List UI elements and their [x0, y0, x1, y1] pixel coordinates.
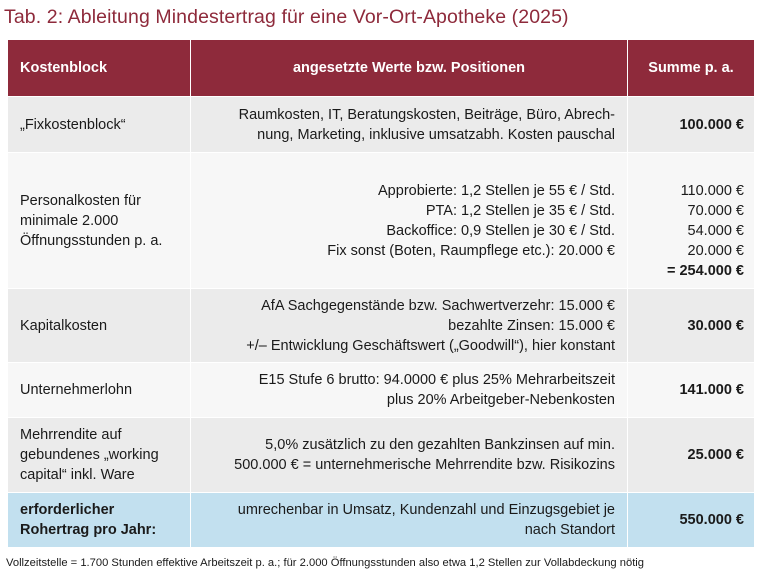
- sum-line: 550.000 €: [679, 512, 744, 528]
- header-summe: Summe p. a.: [628, 40, 754, 96]
- row-label: [8, 417, 191, 492]
- sum-line: 25.000 €: [687, 447, 744, 463]
- sum-line: 70.000 €: [687, 203, 744, 219]
- row-sum: [628, 417, 754, 492]
- sum-line: 141.000 €: [679, 382, 744, 398]
- row-label: [8, 362, 191, 417]
- row-label: [8, 288, 191, 362]
- label-line: Mehrrendite auf: [20, 427, 122, 443]
- table-row-fixkosten: [8, 96, 754, 152]
- value-line: AfA Sachgegenstände bzw. Sachwertverzehr: 15.000 €: [261, 297, 615, 314]
- value-line: PTA: 1,2 Stellen je 35 € / Std.: [425, 203, 615, 219]
- label-line: Personalkosten für: [20, 192, 141, 209]
- label-line: capital“ inkl. Ware: [20, 467, 135, 483]
- sum-line: 30.000 €: [687, 317, 744, 334]
- value-line: Raumkosten, IT, Beratungskosten, Beiträge, Büro, Abrech-: [238, 106, 615, 123]
- row-sum: [628, 288, 754, 362]
- sum-line: 100.000 €: [679, 116, 744, 133]
- table-row-mehrrendite: [8, 417, 754, 492]
- value-line: nach Standort: [524, 522, 615, 538]
- table-row-unternehmerlohn: [8, 362, 754, 417]
- value-line: bezahlte Zinsen: 15.000 €: [448, 317, 615, 334]
- row-values: [191, 288, 628, 362]
- sum-line: 110.000 €: [680, 183, 744, 199]
- row-sum: [628, 152, 754, 288]
- label-line: Öffnungsstunden p. a.: [20, 232, 163, 249]
- value-line: Backoffice: 0,9 Stellen je 30 € / Std.: [386, 223, 615, 239]
- value-line: 5,0% zusätzlich zu den gezahlten Bankzinsen auf min.: [265, 437, 615, 453]
- sum-total-line: = 254.000 €: [666, 263, 744, 279]
- row-sum: [628, 492, 754, 547]
- row-values: [191, 152, 628, 288]
- row-label: [8, 492, 191, 547]
- table-title: Tab. 2: Ableitung Mindestertrag für eine Vor-Ort-Apotheke (2025): [4, 6, 569, 28]
- value-line: nung, Marketing, inklusive umsatzabh. Kosten pauschal: [257, 126, 615, 143]
- value-line: 500.000 € = unternehmerische Mehrrendite bzw. Risikozins: [234, 457, 615, 473]
- value-line: umrechenbar in Umsatz, Kundenzahl und Einzugsgebiet je: [237, 502, 615, 518]
- table-row-kapitalkosten: [8, 288, 754, 362]
- row-sum: [628, 362, 754, 417]
- cost-table: [8, 40, 754, 547]
- header-positionen: angesetzte Werte bzw. Positionen: [191, 40, 628, 96]
- row-sum: [628, 96, 754, 152]
- label-line: Rohertrag pro Jahr:: [20, 522, 157, 538]
- footnote: Vollzeitstelle = 1.700 Stunden effektive Arbeitszeit p. a.; für 2.000 Öffnungsstunden also etwa 1,2 Stellen zur Vollabdeckung nötig: [6, 557, 645, 569]
- row-values: [191, 362, 628, 417]
- row-values: [191, 417, 628, 492]
- label-line: Kapitalkosten: [20, 317, 108, 334]
- sum-line: 20.000 €: [687, 243, 744, 259]
- value-line: Fix sonst (Boten, Raumpflege etc.): 20.000 €: [327, 243, 615, 259]
- sum-line: 54.000 €: [687, 223, 744, 239]
- header-kostenblock: Kostenblock: [8, 40, 191, 96]
- label-line: minimale 2.000: [20, 212, 119, 229]
- label-line: gebundenes „working: [20, 447, 159, 463]
- label-line: Unternehmerlohn: [20, 382, 133, 398]
- value-line: plus 20% Arbeitgeber-Nebenkosten: [386, 392, 615, 408]
- row-values: [191, 492, 628, 547]
- row-label: [8, 152, 191, 288]
- row-values: [191, 96, 628, 152]
- value-line: +/– Entwicklung Geschäftswert („Goodwill“), hier konstant: [246, 337, 615, 354]
- row-label: [8, 96, 191, 152]
- label-line: erforderlicher: [20, 502, 115, 518]
- value-line: E15 Stufe 6 brutto: 94.0000 € plus 25% Mehrarbeitszeit: [258, 372, 615, 388]
- table-row-personalkosten: [8, 152, 754, 288]
- value-line: Approbierte: 1,2 Stellen je 55 € / Std.: [378, 183, 615, 199]
- label-line: „Fixkostenblock“: [20, 116, 126, 133]
- table-row-rohertrag-total: [8, 492, 754, 547]
- table-header-row: [8, 40, 754, 96]
